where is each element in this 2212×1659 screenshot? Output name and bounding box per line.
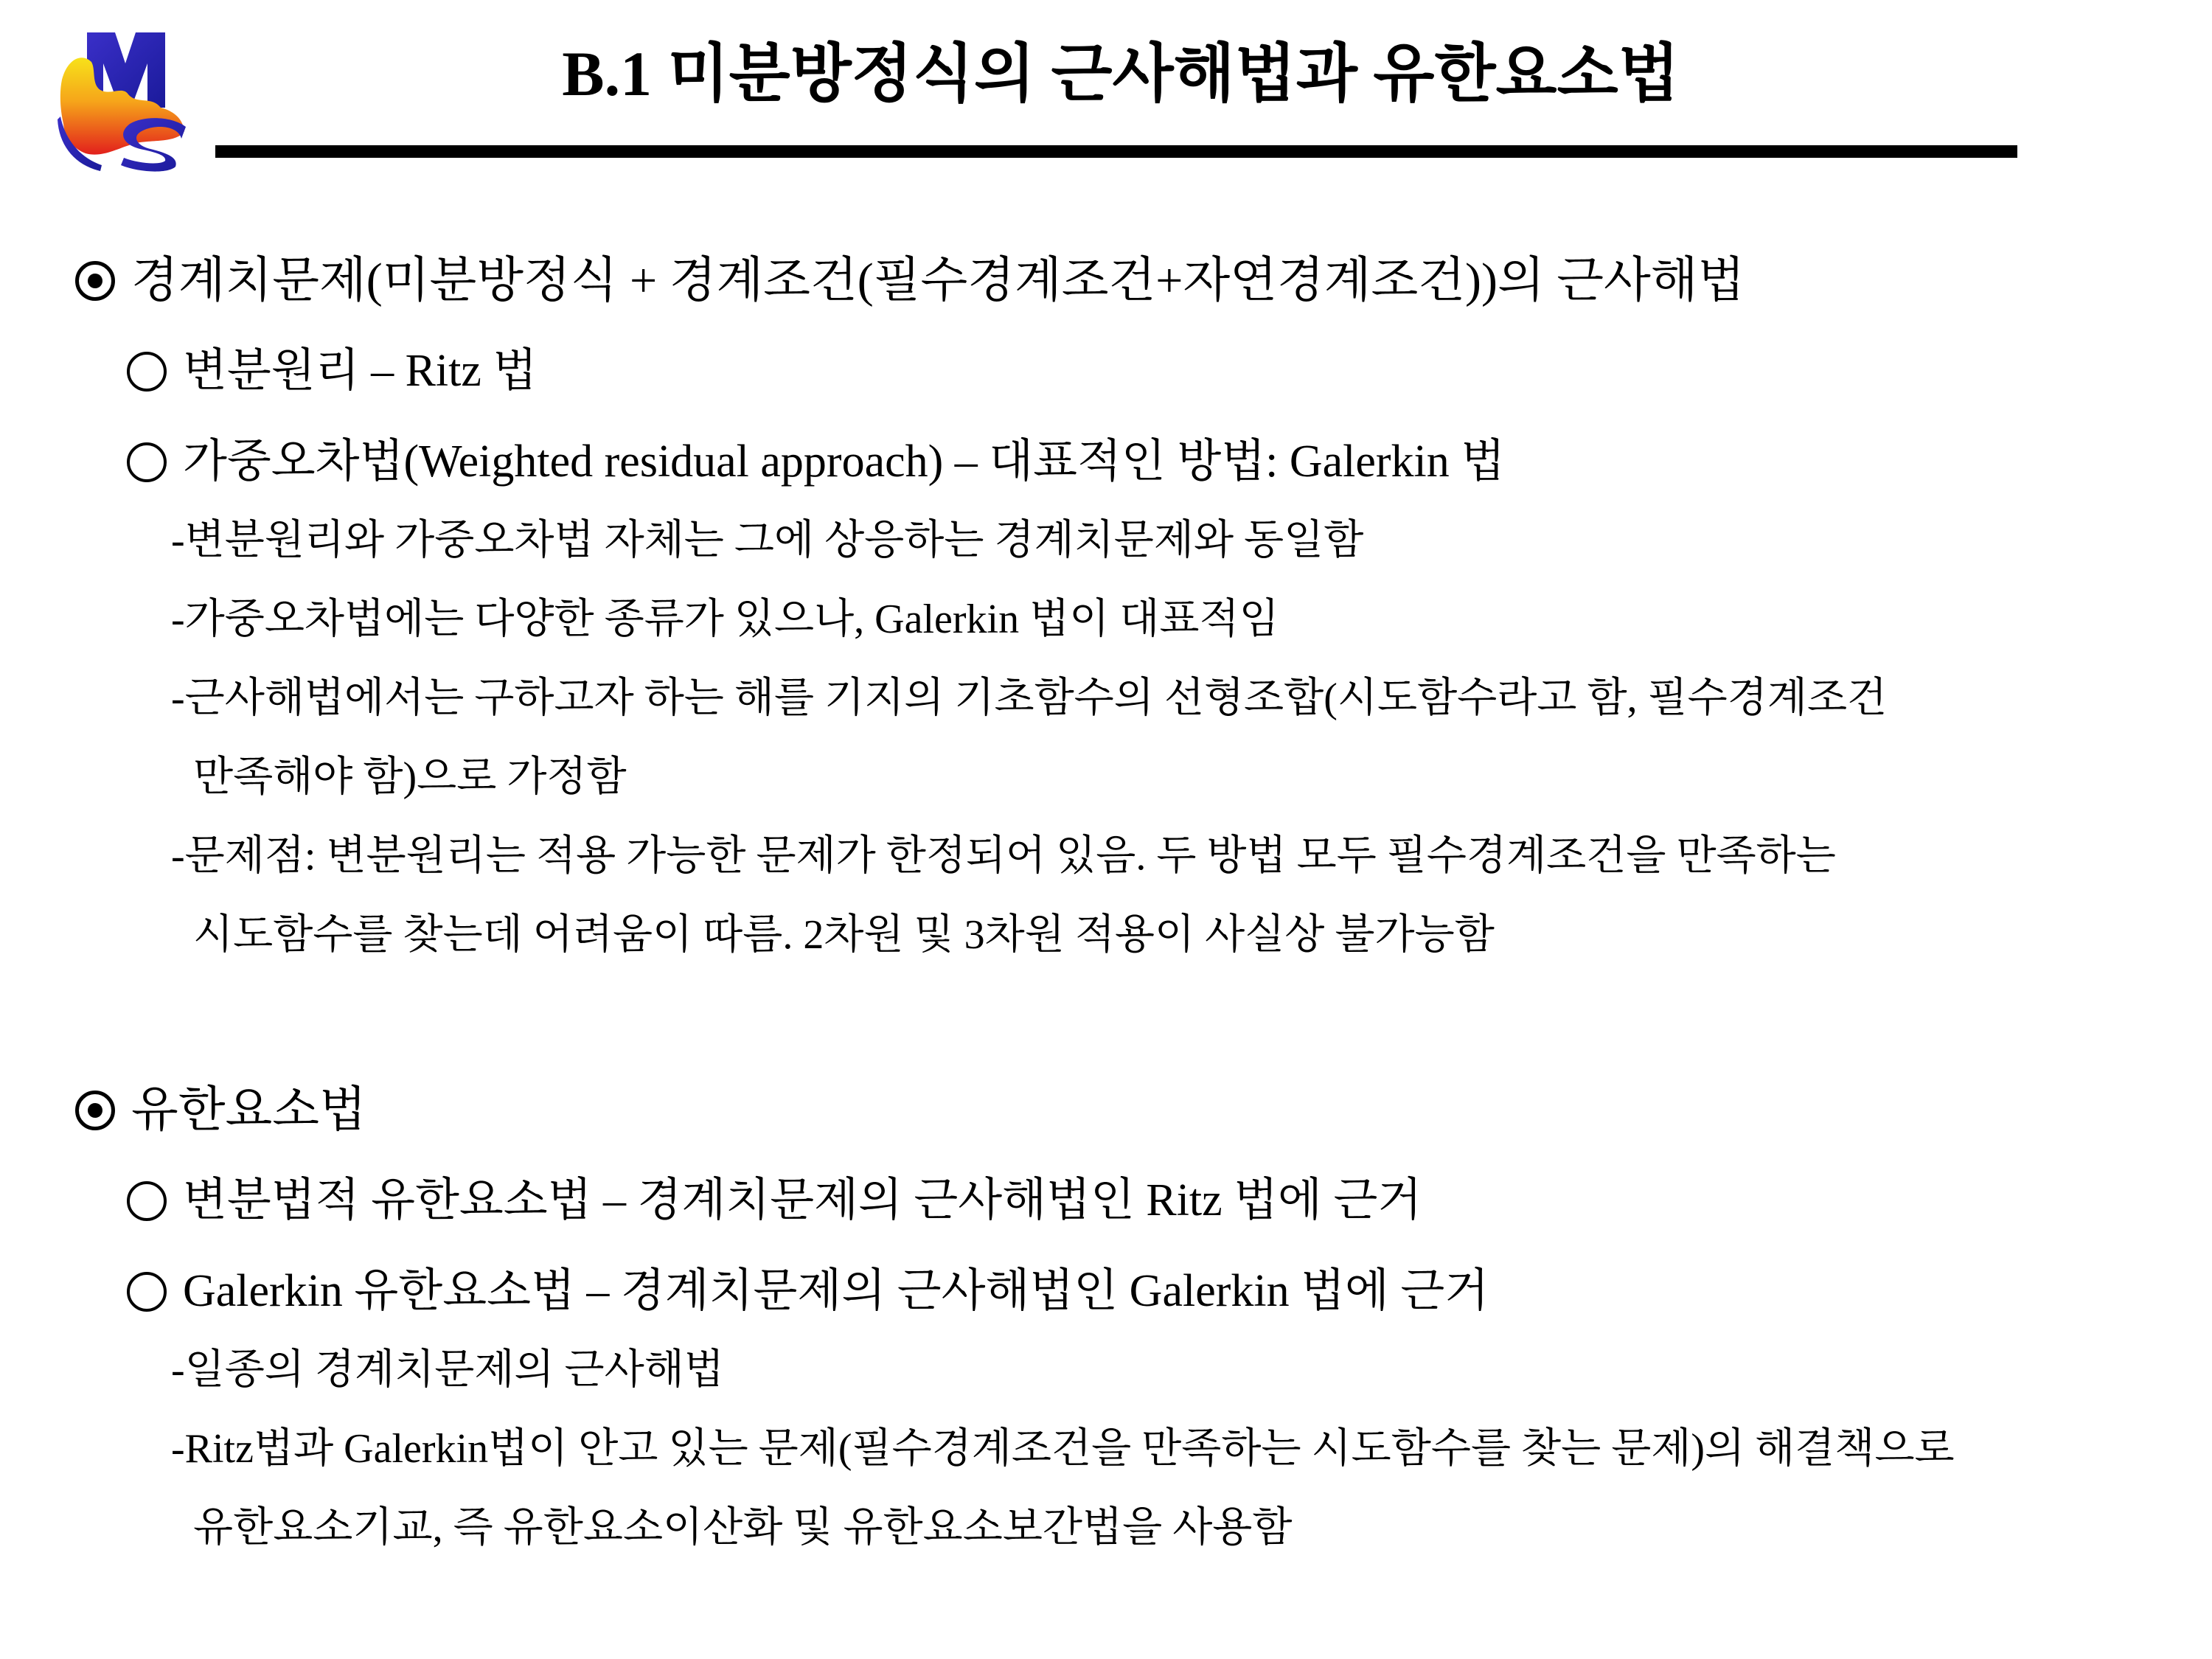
section-1-heading: 경계치문제(미분방정식 + 경계조건(필수경계조건+자연경계조건))의 근사해법 <box>131 254 1745 307</box>
section-2-item-1: 변분법적 유한요소법 – 경계치문제의 근사해법인 Ritz 법에 근거 <box>183 1175 1422 1225</box>
title-divider <box>215 145 2017 158</box>
open-circle-bullet-icon <box>127 442 167 482</box>
section-1-note-2: -가중오차법에는 다양한 종류가 있으나, Galerkin 법이 대표적임 <box>171 597 1279 642</box>
section-1-heading-row <box>75 240 1745 310</box>
section-2-heading: 유한요소법 <box>131 1083 366 1137</box>
section-1-note-3a: -근사해법에서는 구하고자 하는 해를 기지의 기초함수의 선형조합(시도함수라고 함, 필수경계조건 <box>171 675 1888 721</box>
section-1-item-1: 변분원리 – Ritz 법 <box>183 346 538 396</box>
section-2-note-1: -일종의 경계치문제의 근사해법 <box>171 1347 724 1393</box>
page-title: B.1 미분방정식의 근사해법과 유한요소법 <box>562 38 1680 109</box>
dot-circle-bullet-icon <box>75 1091 115 1130</box>
mms-lab-logo <box>58 28 190 173</box>
section-2-item-2: Galerkin 유한요소법 – 경계치문제의 근사해법인 Galerkin 법에 근거 <box>183 1266 1489 1316</box>
open-circle-bullet-icon <box>127 1272 167 1312</box>
section-2-note-2a: -Ritz법과 Galerkin법이 안고 있는 문제(필수경계조건을 만족하는 시도함수를 찾는 문제)의 해결책으로 <box>171 1426 1955 1472</box>
section-2-note-2b: 유한요소기교, 즉 유한요소이산화 및 유한요소보간법을 사용함 <box>193 1505 1293 1551</box>
section-2-item-1-row <box>127 1163 1422 1228</box>
section-2-heading-row <box>75 1070 366 1140</box>
section-1-note-3b: 만족해야 함)으로 가정함 <box>193 754 627 800</box>
open-circle-bullet-icon <box>127 1181 167 1221</box>
section-1-note-4a: -문제점: 변분원리는 적용 가능한 문제가 한정되어 있음. 두 방법 모두 필수경계조건을 만족하는 <box>171 833 1836 879</box>
dot-circle-bullet-icon <box>75 261 115 301</box>
section-1-note-1: -변분원리와 가중오차법 자체는 그에 상응하는 경계치문제와 동일함 <box>171 518 1364 563</box>
section-1-item-2-row <box>127 424 1505 490</box>
section-1-note-4b: 시도함수를 찾는데 어려움이 따름. 2차원 및 3차원 적용이 사실상 불가능함 <box>193 912 1495 958</box>
section-1-item-1-row <box>127 333 537 399</box>
section-1-item-2: 가중오차법(Weighted residual approach) – 대표적인 방법: Galerkin 법 <box>183 437 1506 487</box>
open-circle-bullet-icon <box>127 352 167 392</box>
section-2-item-2-row <box>127 1253 1489 1319</box>
